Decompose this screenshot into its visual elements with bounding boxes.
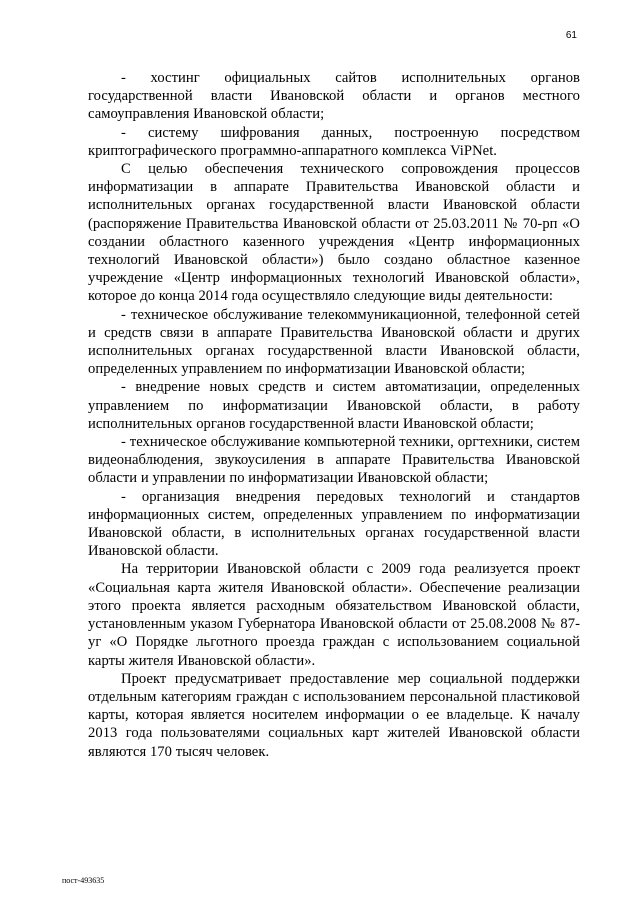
paragraph-telecom-maintenance: - техническое обслуживание телекоммуникационной, телефонной сетей и средств связи в аппарате Правительства Ивановской области и других исполнительных органах государственной власти Ивановской области, определенных управлением по информатизации Ивановской области; — [88, 306, 580, 378]
footer-document-code: пост-493635 — [62, 876, 105, 885]
paragraph-encryption: - систему шифрования данных, построенную посредством криптографического программно-аппаратного комплекса ViPNet. — [88, 124, 580, 159]
paragraph-standards: - организация внедрения передовых технологий и стандартов информационных систем, определенных управлением по информатизации Ивановской области, в исполнительных органах государственной власти Ивановской области. — [88, 488, 580, 560]
paragraph-project-scope: Проект предусматривает предоставление мер социальной поддержки отдельным категориям граждан с использованием персональной пластиковой карты, которая является носителем информации о ее владельце. К началу 2013 года пользователями социальных карт жителей Ивановской области являются 170 тысяч человек. — [88, 670, 580, 760]
paragraph-hosting: - хостинг официальных сайтов исполнительных органов государственной власти Ивановской области и органов местного самоуправления Ивановской области; — [88, 70, 580, 123]
paragraph-automation: - внедрение новых средств и систем автоматизации, определенных управлением по информатизации Ивановской области, в работу исполнительных органов государственной власти Ивановской области; — [88, 379, 580, 432]
paragraph-it-center: С целью обеспечения технического сопровождения процессов информатизации в аппарате Правительства Ивановской области и исполнительных органах государственной власти Ивановской области (распоряжение Правительства Ивановской области от 25.03.2011 № 70-рп «О создании областного казенного учреждения «Центр информационных технологий Ивановской области») было создано областное казенное учреждение «Центр информационных технологий Ивановской области», которое до конца 2014 года осуществляло следующие виды деятельности: — [88, 161, 580, 305]
paragraph-computer-maintenance: - техническое обслуживание компьютерной техники, оргтехники, систем видеонаблюдения, звукоусиления в аппарате Правительства Ивановской области и управлении по информатизации Ивановской области; — [88, 434, 580, 487]
paragraph-social-card: На территории Ивановской области с 2009 года реализуется проект «Социальная карта жителя Ивановской области». Обеспечение реализации этого проекта является расходным обязательством Ивановской области, установленным указом Губернатора Ивановской области от 25.08.2008 № 87-уг «О Порядке льготного проезда граждан с использованием социальной карты жителя Ивановской области». — [88, 561, 580, 669]
page-number: 61 — [565, 30, 577, 41]
document-body — [88, 69, 580, 761]
